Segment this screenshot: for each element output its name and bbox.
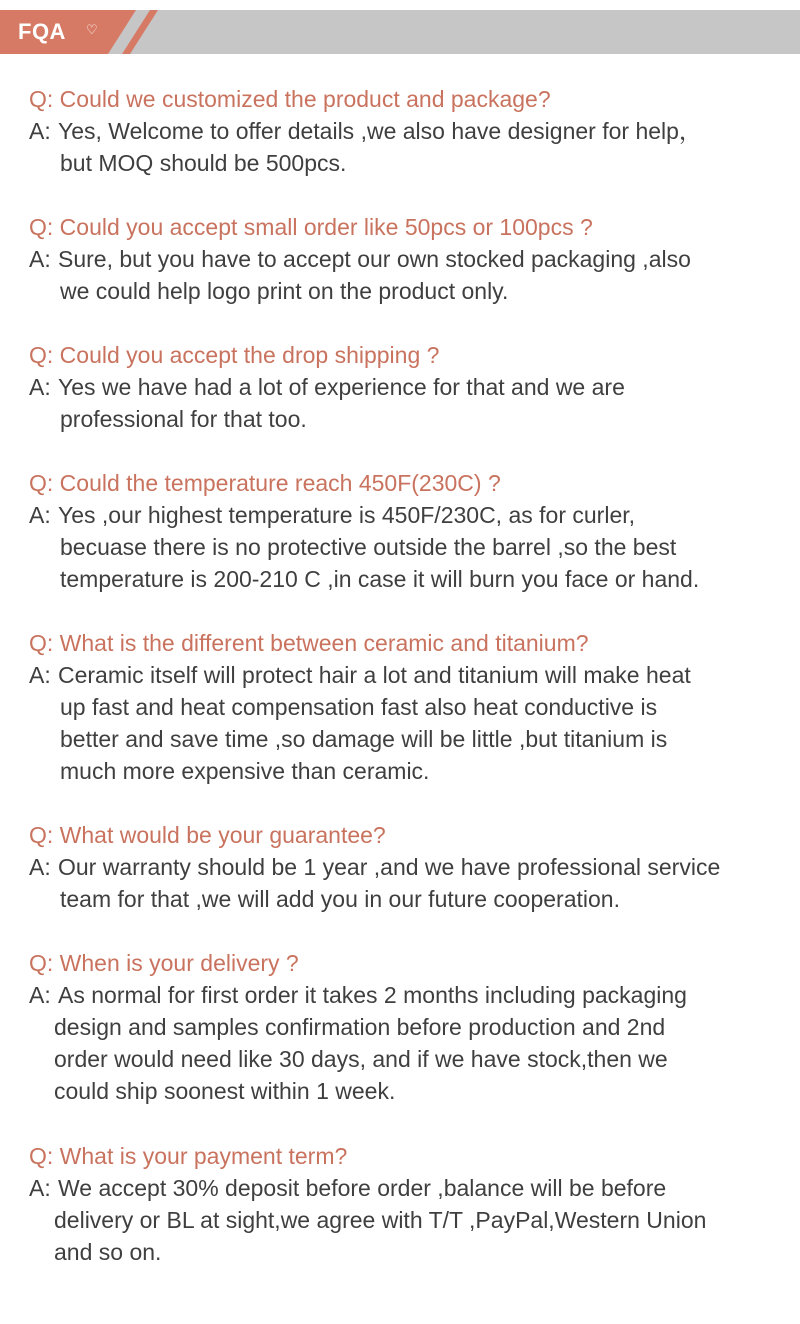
faq-answer [29,659,789,787]
faq-item [29,819,789,915]
answer-line: but MOQ should be 500pcs. [60,150,347,176]
answer-prefix: A: [29,118,51,144]
answer-prefix: A: [29,246,51,272]
faq-question: Q: Could the temperature reach 450F(230C) ? [29,470,501,496]
answer-line: Our warranty should be 1 year ,and we have professional service [58,854,721,880]
faq-answer [29,1172,789,1268]
faq-answer [29,851,789,915]
page-title: FQA [18,19,66,44]
answer-line: and so on. [54,1239,162,1265]
answer-line: Yes we have had a lot of experience for that and we are [58,374,625,400]
faq-question: Q: Could we customized the product and package? [29,86,551,112]
faq-answer [29,499,789,595]
answer-line: Yes ,our highest temperature is 450F/230C, as for curler, [58,502,636,528]
faq-answer [29,371,789,435]
faq-answer [29,115,789,179]
answer-line: design and samples confirmation before production and 2nd [54,1014,666,1040]
answer-line: much more expensive than ceramic. [60,758,430,784]
answer-prefix: A: [29,662,51,688]
answer-line: up fast and heat compensation fast also heat conductive is [60,694,658,720]
answer-prefix: A: [29,982,51,1008]
answer-line: could ship soonest within 1 week. [54,1078,396,1104]
faq-question: Q: Could you accept small order like 50pcs or 100pcs ? [29,214,593,240]
answer-prefix: A: [29,854,51,880]
faq-question: Q: When is your delivery ? [29,950,299,976]
faq-item [29,211,789,307]
answer-line: Ceramic itself will protect hair a lot and titanium will make heat [58,662,691,688]
faq-question: Q: What is your payment term? [29,1143,348,1169]
faq-item [29,83,789,179]
faq-item [29,947,789,1107]
answer-line: professional for that too. [60,406,307,432]
answer-line: We accept 30% deposit before order ,balance will be before [58,1175,667,1201]
answer-line: we could help logo print on the product only. [60,278,509,304]
faq-item [29,467,789,595]
answer-line: Sure, but you have to accept our own stocked packaging ,also [58,246,691,272]
faq-question: Q: What is the different between ceramic and titanium? [29,630,589,656]
faq-item [29,339,789,435]
answer-line: becuase there is no protective outside the barrel ,so the best [60,534,677,560]
answer-prefix: A: [29,502,51,528]
answer-line: Yes, Welcome to offer details ,we also have designer for help， [58,118,702,144]
faq-header-banner [0,10,800,54]
answer-line: order would need like 30 days, and if we have stock,then we [54,1046,668,1072]
faq-question: Q: What would be your guarantee? [29,822,386,848]
header-bar-graphic [0,10,800,54]
faq-item [29,627,789,787]
answer-line: team for that ,we will add you in our future cooperation. [60,886,620,912]
answer-prefix: A: [29,374,51,400]
answer-line: temperature is 200-210 C ,in case it will burn you face or hand. [60,566,700,592]
answer-prefix: A: [29,1175,51,1201]
faq-answer [29,979,789,1107]
faq-question: Q: Could you accept the drop shipping ? [29,342,440,368]
faq-item [29,1140,789,1268]
answer-line: delivery or BL at sight,we agree with T/T ,PayPal,Western Union [54,1207,707,1233]
heart-outline-icon: ♡ [86,23,98,38]
faq-answer [29,243,789,307]
answer-line: better and save time ,so damage will be little ,but titanium is [60,726,668,752]
answer-line: As normal for first order it takes 2 months including packaging [58,982,687,1008]
